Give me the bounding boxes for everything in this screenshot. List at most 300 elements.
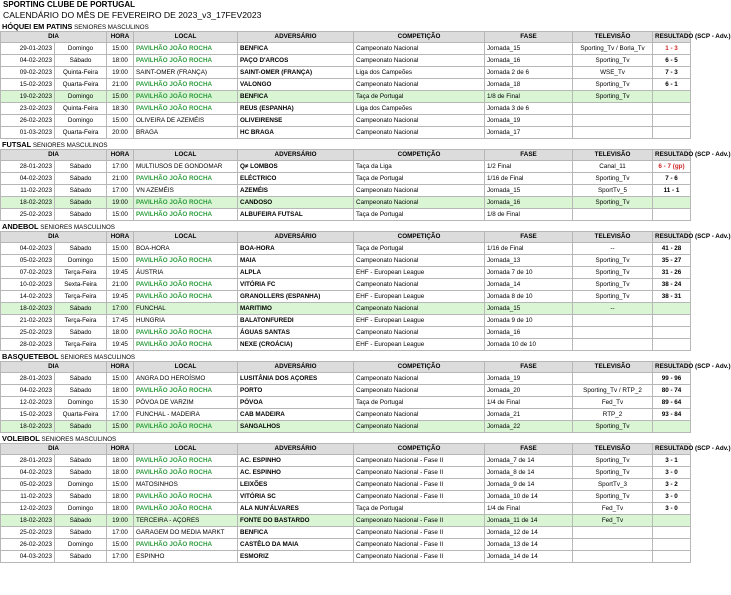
- match-date: 04-02-2023: [1, 173, 55, 185]
- col-header-local: LOCAL: [134, 444, 238, 455]
- match-competition: Campeonato Nacional: [354, 127, 485, 139]
- match-weekday: Terça-Feira: [55, 267, 107, 279]
- match-phase: Jornada_7 de 14: [485, 455, 573, 467]
- match-phase: Jornada_9 de 14: [485, 479, 573, 491]
- match-opponent: PAÇO D'ARCOS: [238, 55, 354, 67]
- col-header-dia: DIA: [1, 150, 107, 161]
- match-time: 17:45: [107, 315, 134, 327]
- match-weekday: Sábado: [55, 527, 107, 539]
- match-date: 05-02-2023: [1, 255, 55, 267]
- sections-container: [0, 21, 731, 563]
- calendar-subtitle: CALENDÁRIO DO MÊS DE FEVEREIRO DE 2023_v3_17FEV2023: [3, 10, 262, 20]
- match-tv: Sporting_Tv: [573, 267, 653, 279]
- match-date: 09-02-2023: [1, 67, 55, 79]
- match-result: 1 - 3: [653, 43, 691, 55]
- match-weekday: Sábado: [55, 491, 107, 503]
- section-category: SENIORES MASCULINOS: [32, 142, 108, 149]
- match-row: [1, 43, 691, 55]
- match-competition: Taça de Portugal: [354, 173, 485, 185]
- match-time: 18:00: [107, 55, 134, 67]
- match-result: 6 - 1: [653, 79, 691, 91]
- col-header-fase: FASE: [485, 32, 573, 43]
- match-result: 3 - 0: [653, 503, 691, 515]
- match-phase: 1/8 de Final: [485, 209, 573, 221]
- match-row: [1, 161, 691, 173]
- match-tv: WSE_Tv: [573, 67, 653, 79]
- match-opponent: NEXE (CROÁCIA): [238, 339, 354, 351]
- match-venue: PAVILHÃO JOÃO ROCHA: [134, 291, 238, 303]
- match-date: 05-02-2023: [1, 479, 55, 491]
- match-competition: Campeonato Nacional - Fase II: [354, 467, 485, 479]
- match-venue: SAINT-OMER (FRANÇA): [134, 67, 238, 79]
- match-phase: 1/16 de Final: [485, 243, 573, 255]
- match-tv: --: [573, 243, 653, 255]
- match-time: 19:00: [107, 515, 134, 527]
- match-competition: Campeonato Nacional - Fase II: [354, 515, 485, 527]
- header-row: [1, 32, 691, 43]
- match-row: [1, 243, 691, 255]
- match-date: 01-03-2023: [1, 127, 55, 139]
- match-date: 26-02-2023: [1, 115, 55, 127]
- match-time: 15:00: [107, 243, 134, 255]
- match-phase: Jornada_19: [485, 115, 573, 127]
- match-weekday: Domingo: [55, 503, 107, 515]
- match-opponent: VITÓRIA FC: [238, 279, 354, 291]
- match-time: 17:00: [107, 303, 134, 315]
- match-tv: Canal_11: [573, 161, 653, 173]
- match-weekday: Sábado: [55, 161, 107, 173]
- match-time: 19:00: [107, 67, 134, 79]
- match-date: 15-02-2023: [1, 409, 55, 421]
- match-row: [1, 315, 691, 327]
- match-result: [653, 421, 691, 433]
- match-venue: BRAGA: [134, 127, 238, 139]
- match-venue: VN AZEMÉIS: [134, 185, 238, 197]
- match-venue: FUNCHAL - MADEIRA: [134, 409, 238, 421]
- match-phase: Jornada_14: [485, 279, 573, 291]
- match-result: 3 - 2: [653, 479, 691, 491]
- match-result: [653, 527, 691, 539]
- match-phase: Jornada_16: [485, 197, 573, 209]
- match-tv: [573, 551, 653, 563]
- match-phase: Jornada_20: [485, 385, 573, 397]
- header-row: [1, 232, 691, 243]
- match-weekday: Sábado: [55, 515, 107, 527]
- col-header-hora: HORA: [107, 232, 134, 243]
- schedule-table: [0, 443, 731, 563]
- match-weekday: Sábado: [55, 303, 107, 315]
- col-header-resultado: RESULTADO (SCP - Adv.): [653, 32, 691, 43]
- match-result: [653, 91, 691, 103]
- match-competition: Campeonato Nacional - Fase II: [354, 539, 485, 551]
- match-time: 18:00: [107, 327, 134, 339]
- match-tv: [573, 115, 653, 127]
- match-row: [1, 303, 691, 315]
- match-phase: Jornada_14 de 14: [485, 551, 573, 563]
- col-header-resultado: RESULTADO (SCP - Adv.): [653, 150, 691, 161]
- match-date: 25-02-2023: [1, 209, 55, 221]
- match-date: 12-02-2023: [1, 397, 55, 409]
- match-phase: Jornada 9 de 10: [485, 315, 573, 327]
- match-phase: 1/4 de Final: [485, 503, 573, 515]
- match-venue: PAVILHÃO JOÃO ROCHA: [134, 209, 238, 221]
- match-date: 29-01-2023: [1, 43, 55, 55]
- match-competition: Campeonato Nacional: [354, 421, 485, 433]
- match-time: 15:00: [107, 209, 134, 221]
- match-tv: Sporting_Tv / Borla_Tv: [573, 43, 653, 55]
- match-competition: Campeonato Nacional: [354, 385, 485, 397]
- match-result: [653, 127, 691, 139]
- match-opponent: MARITIMO: [238, 303, 354, 315]
- match-time: 18:00: [107, 385, 134, 397]
- match-result: [653, 197, 691, 209]
- section-header: [0, 21, 690, 31]
- match-venue: MATOSINHOS: [134, 479, 238, 491]
- match-date: 18-02-2023: [1, 303, 55, 315]
- col-header-local: LOCAL: [134, 150, 238, 161]
- match-competition: Campeonato Nacional: [354, 197, 485, 209]
- match-result: 38 - 31: [653, 291, 691, 303]
- match-tv: [573, 127, 653, 139]
- match-date: 04-03-2023: [1, 551, 55, 563]
- match-phase: Jornada_22: [485, 421, 573, 433]
- match-date: 14-02-2023: [1, 291, 55, 303]
- match-weekday: Domingo: [55, 255, 107, 267]
- match-date: 28-01-2023: [1, 455, 55, 467]
- match-opponent: FONTE DO BASTARDO: [238, 515, 354, 527]
- match-result: 93 - 84: [653, 409, 691, 421]
- match-phase: Jornada_17: [485, 127, 573, 139]
- match-weekday: Sexta-Feira: [55, 279, 107, 291]
- match-result: [653, 551, 691, 563]
- match-phase: Jornada 7 de 10: [485, 267, 573, 279]
- match-tv: Fed_Tv: [573, 397, 653, 409]
- match-row: [1, 255, 691, 267]
- match-row: [1, 421, 691, 433]
- match-venue: PAVILHÃO JOÃO ROCHA: [134, 339, 238, 351]
- match-row: [1, 551, 691, 563]
- match-row: [1, 91, 691, 103]
- match-row: [1, 55, 691, 67]
- match-competition: Campeonato Nacional: [354, 279, 485, 291]
- match-weekday: Sábado: [55, 185, 107, 197]
- match-weekday: Terça-Feira: [55, 315, 107, 327]
- match-competition: Campeonato Nacional - Fase II: [354, 527, 485, 539]
- match-venue: TERCEIRA - AÇORES: [134, 515, 238, 527]
- match-competition: Campeonato Nacional - Fase II: [354, 455, 485, 467]
- match-result: 3 - 0: [653, 467, 691, 479]
- match-venue: HUNGRIA: [134, 315, 238, 327]
- section-category: SENIORES MASCULINOS: [40, 224, 115, 231]
- match-result: 6 - 5: [653, 55, 691, 67]
- match-date: 28-01-2023: [1, 373, 55, 385]
- match-competition: Campeonato Nacional: [354, 303, 485, 315]
- col-header-dia: DIA: [1, 32, 107, 43]
- match-date: 04-02-2023: [1, 243, 55, 255]
- col-header-competicao: COMPETIÇÃO: [354, 362, 485, 373]
- match-competition: Campeonato Nacional: [354, 43, 485, 55]
- match-phase: Jornada 10 de 10: [485, 339, 573, 351]
- match-competition: Liga dos Campeões: [354, 103, 485, 115]
- match-phase: Jornada 8 de 10: [485, 291, 573, 303]
- match-date: 07-02-2023: [1, 267, 55, 279]
- match-competition: Campeonato Nacional: [354, 255, 485, 267]
- match-tv: Fed_Tv: [573, 515, 653, 527]
- match-time: 18:00: [107, 467, 134, 479]
- match-venue: PAVILHÃO JOÃO ROCHA: [134, 421, 238, 433]
- match-result: [653, 103, 691, 115]
- match-result: 3 - 1: [653, 455, 691, 467]
- match-time: 18:00: [107, 491, 134, 503]
- match-venue: OLIVEIRA DE AZEMÉIS: [134, 115, 238, 127]
- match-result: 38 - 24: [653, 279, 691, 291]
- match-result: 6 - 7 (gp): [653, 161, 691, 173]
- match-phase: Jornada_16: [485, 55, 573, 67]
- match-date: 25-02-2023: [1, 327, 55, 339]
- header-row: [1, 150, 691, 161]
- match-tv: [573, 209, 653, 221]
- match-venue: ÁUSTRIA: [134, 267, 238, 279]
- match-time: 15:00: [107, 115, 134, 127]
- match-tv: [573, 103, 653, 115]
- match-row: [1, 197, 691, 209]
- match-row: [1, 397, 691, 409]
- col-header-adversario: ADVERSÁRIO: [238, 232, 354, 243]
- match-row: [1, 467, 691, 479]
- match-row: [1, 279, 691, 291]
- match-phase: Jornada_15: [485, 185, 573, 197]
- match-venue: GARAGEM DO MEDIA MARKT: [134, 527, 238, 539]
- match-phase: Jornada 2 de 6: [485, 67, 573, 79]
- col-header-competicao: COMPETIÇÃO: [354, 150, 485, 161]
- section-name: FUTSAL: [2, 140, 32, 149]
- match-tv: SportTv_3: [573, 479, 653, 491]
- match-competition: Campeonato Nacional: [354, 373, 485, 385]
- match-result: 11 - 1: [653, 185, 691, 197]
- match-row: [1, 515, 691, 527]
- col-header-resultado: RESULTADO (SCP - Adv.): [653, 444, 691, 455]
- match-opponent: AZEMÉIS: [238, 185, 354, 197]
- section-header: [0, 221, 690, 231]
- match-opponent: BALATONFUREDI: [238, 315, 354, 327]
- match-competition: Campeonato Nacional: [354, 327, 485, 339]
- match-opponent: CAB MADEIRA: [238, 409, 354, 421]
- match-competition: Campeonato Nacional: [354, 55, 485, 67]
- col-header-local: LOCAL: [134, 362, 238, 373]
- match-tv: Fed_Tv: [573, 503, 653, 515]
- match-result: 99 - 96: [653, 373, 691, 385]
- col-header-fase: FASE: [485, 444, 573, 455]
- match-time: 17:00: [107, 161, 134, 173]
- match-date: 04-02-2023: [1, 55, 55, 67]
- match-weekday: Sábado: [55, 327, 107, 339]
- match-weekday: Quarta-Feira: [55, 409, 107, 421]
- match-tv: [573, 339, 653, 351]
- match-opponent: BENFICA: [238, 43, 354, 55]
- match-venue: PAVILHÃO JOÃO ROCHA: [134, 55, 238, 67]
- match-opponent: AC. ESPINHO: [238, 455, 354, 467]
- match-tv: [573, 327, 653, 339]
- section-header: [0, 351, 690, 361]
- match-competition: Taça de Portugal: [354, 209, 485, 221]
- match-opponent: SANGALHOS: [238, 421, 354, 433]
- match-opponent: BOA-HORA: [238, 243, 354, 255]
- match-phase: Jornada_16: [485, 327, 573, 339]
- match-tv: Sporting_Tv / RTP_2: [573, 385, 653, 397]
- match-tv: Sporting_Tv: [573, 255, 653, 267]
- section-category: SENIORES MASCULINOS: [41, 436, 117, 443]
- match-date: 11-02-2023: [1, 185, 55, 197]
- match-weekday: Sábado: [55, 551, 107, 563]
- match-row: [1, 527, 691, 539]
- col-header-dia: DIA: [1, 362, 107, 373]
- match-weekday: Sábado: [55, 243, 107, 255]
- match-result: [653, 339, 691, 351]
- match-weekday: Terça-Feira: [55, 339, 107, 351]
- match-venue: PAVILHÃO JOÃO ROCHA: [134, 91, 238, 103]
- col-header-competicao: COMPETIÇÃO: [354, 32, 485, 43]
- col-header-dia: DIA: [1, 232, 107, 243]
- match-weekday: Sábado: [55, 55, 107, 67]
- header-row: [1, 362, 691, 373]
- match-venue: PAVILHÃO JOÃO ROCHA: [134, 327, 238, 339]
- match-tv: Sporting_Tv: [573, 91, 653, 103]
- match-row: [1, 539, 691, 551]
- match-time: 15:00: [107, 373, 134, 385]
- match-opponent: Q≠ LOMBOS: [238, 161, 354, 173]
- match-opponent: PORTO: [238, 385, 354, 397]
- match-time: 17:00: [107, 409, 134, 421]
- match-time: 17:00: [107, 185, 134, 197]
- col-header-resultado: RESULTADO (SCP - Adv.): [653, 362, 691, 373]
- match-tv: RTP_2: [573, 409, 653, 421]
- match-date: 28-01-2023: [1, 161, 55, 173]
- col-header-competicao: COMPETIÇÃO: [354, 232, 485, 243]
- match-phase: 1/4 de Final: [485, 397, 573, 409]
- match-weekday: Domingo: [55, 539, 107, 551]
- match-row: [1, 455, 691, 467]
- match-result: [653, 115, 691, 127]
- match-venue: PAVILHÃO JOÃO ROCHA: [134, 43, 238, 55]
- col-header-dia: DIA: [1, 444, 107, 455]
- match-competition: Campeonato Nacional - Fase II: [354, 491, 485, 503]
- match-weekday: Sábado: [55, 173, 107, 185]
- match-time: 19:00: [107, 197, 134, 209]
- col-header-televisao: TELEVISÃO: [573, 444, 653, 455]
- match-result: [653, 539, 691, 551]
- match-time: 18:00: [107, 455, 134, 467]
- match-row: [1, 491, 691, 503]
- section-category: SENIORES MASCULINOS: [60, 354, 136, 361]
- match-weekday: Sábado: [55, 467, 107, 479]
- section-name: VOLEIBOL: [2, 434, 40, 443]
- match-date: 18-02-2023: [1, 197, 55, 209]
- match-weekday: Quinta-Feira: [55, 67, 107, 79]
- match-result: 7 - 3: [653, 67, 691, 79]
- header-row: [1, 444, 691, 455]
- match-opponent: ALBUFEIRA FUTSAL: [238, 209, 354, 221]
- match-time: 15:00: [107, 539, 134, 551]
- match-venue: PAVILHÃO JOÃO ROCHA: [134, 279, 238, 291]
- match-venue: PAVILHÃO JOÃO ROCHA: [134, 503, 238, 515]
- match-result: 35 - 27: [653, 255, 691, 267]
- match-weekday: Sábado: [55, 209, 107, 221]
- match-result: 80 - 74: [653, 385, 691, 397]
- match-date: 12-02-2023: [1, 503, 55, 515]
- match-competition: Taça da Liga: [354, 161, 485, 173]
- match-time: 15:00: [107, 421, 134, 433]
- match-opponent: PÓVOA: [238, 397, 354, 409]
- match-time: 19:45: [107, 339, 134, 351]
- match-date: 18-02-2023: [1, 515, 55, 527]
- match-tv: SportTv_5: [573, 185, 653, 197]
- schedule-table: [0, 31, 731, 139]
- match-result: 31 - 26: [653, 267, 691, 279]
- match-tv: Sporting_Tv: [573, 291, 653, 303]
- match-time: 17:00: [107, 551, 134, 563]
- match-result: [653, 327, 691, 339]
- match-competition: EHF - European League: [354, 315, 485, 327]
- match-opponent: ALA NUN'ÁLVARES: [238, 503, 354, 515]
- match-weekday: Quarta-Feira: [55, 79, 107, 91]
- match-result: [653, 303, 691, 315]
- match-tv: Sporting_Tv: [573, 279, 653, 291]
- match-venue: PAVILHÃO JOÃO ROCHA: [134, 173, 238, 185]
- match-row: [1, 103, 691, 115]
- match-opponent: ELÉCTRICO: [238, 173, 354, 185]
- match-phase: Jornada_19: [485, 373, 573, 385]
- match-row: [1, 373, 691, 385]
- match-venue: PAVILHÃO JOÃO ROCHA: [134, 385, 238, 397]
- match-row: [1, 173, 691, 185]
- match-row: [1, 385, 691, 397]
- match-venue: PAVILHÃO JOÃO ROCHA: [134, 491, 238, 503]
- match-result: 7 - 6: [653, 173, 691, 185]
- col-header-hora: HORA: [107, 150, 134, 161]
- match-competition: Campeonato Nacional: [354, 185, 485, 197]
- match-date: 15-02-2023: [1, 79, 55, 91]
- match-competition: Taça de Portugal: [354, 243, 485, 255]
- col-header-televisao: TELEVISÃO: [573, 232, 653, 243]
- match-weekday: Sábado: [55, 197, 107, 209]
- col-header-hora: HORA: [107, 32, 134, 43]
- match-phase: Jornada_21: [485, 409, 573, 421]
- match-phase: 1/16 de Final: [485, 173, 573, 185]
- match-opponent: GRANOLLERS (ESPANHA): [238, 291, 354, 303]
- schedule-table: [0, 361, 731, 433]
- match-date: 04-02-2023: [1, 467, 55, 479]
- match-date: 04-02-2023: [1, 385, 55, 397]
- col-header-televisao: TELEVISÃO: [573, 150, 653, 161]
- match-time: 15:00: [107, 479, 134, 491]
- match-tv: Sporting_Tv: [573, 455, 653, 467]
- section-name: ANDEBOL: [2, 222, 39, 231]
- match-venue: ESPINHO: [134, 551, 238, 563]
- match-time: 20:00: [107, 127, 134, 139]
- col-header-adversario: ADVERSÁRIO: [238, 150, 354, 161]
- match-row: [1, 79, 691, 91]
- match-date: 10-02-2023: [1, 279, 55, 291]
- match-weekday: Domingo: [55, 115, 107, 127]
- match-venue: PAVILHÃO JOÃO ROCHA: [134, 539, 238, 551]
- match-row: [1, 127, 691, 139]
- match-competition: EHF - European League: [354, 339, 485, 351]
- col-header-adversario: ADVERSÁRIO: [238, 362, 354, 373]
- match-opponent: REUS (ESPANHA): [238, 103, 354, 115]
- match-time: 15:30: [107, 397, 134, 409]
- match-competition: Campeonato Nacional - Fase II: [354, 479, 485, 491]
- match-opponent: HC BRAGA: [238, 127, 354, 139]
